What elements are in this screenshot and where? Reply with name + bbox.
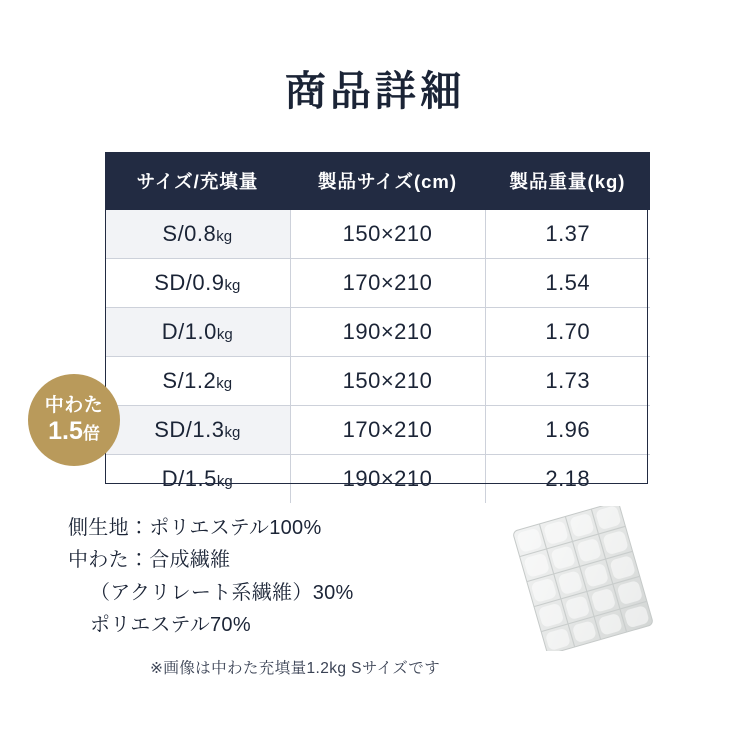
table-row [105, 210, 650, 259]
size-unit: kg [216, 228, 233, 245]
size-value: SD/1.3 [154, 417, 225, 442]
cell-weight: 1.54 [485, 259, 650, 308]
image-caption: ※画像は中わた充填量1.2kg Sサイズです [150, 660, 441, 677]
size-unit: kg [224, 424, 241, 441]
size-unit: kg [216, 326, 233, 343]
size-value: D/1.0 [161, 319, 217, 344]
cell-size [105, 210, 290, 259]
cell-size [105, 455, 290, 504]
table-row [105, 406, 650, 455]
status-badge [28, 374, 120, 466]
cell-weight: 1.37 [485, 210, 650, 259]
note-line-1: 側生地：ポリエステル100% [68, 517, 322, 539]
badge-label: 中わた [44, 394, 104, 416]
table-row [105, 308, 650, 357]
size-unit: kg [216, 473, 233, 490]
comforter-product-image [498, 506, 668, 651]
cell-weight: 1.70 [485, 308, 650, 357]
cell-size [105, 308, 290, 357]
column-header-weight: 製品重量(kg) [485, 152, 650, 210]
badge-value [48, 418, 100, 444]
spec-table [105, 152, 650, 503]
table-row [105, 455, 650, 504]
page-title: 商品詳細 [285, 68, 465, 114]
size-unit: kg [216, 375, 233, 392]
spec-table-body [105, 210, 650, 503]
size-value: SD/0.9 [154, 270, 225, 295]
badge-suffix: 倍 [82, 423, 100, 443]
cell-dimensions: 150×210 [290, 210, 485, 259]
column-header-size: サイズ/充填量 [105, 152, 290, 210]
spec-table-head [105, 152, 650, 210]
badge-number: 1.5 [48, 416, 83, 445]
cell-dimensions: 170×210 [290, 406, 485, 455]
cell-weight: 1.73 [485, 357, 650, 406]
cell-size [105, 259, 290, 308]
note-line-4: ポリエステル70% [90, 614, 251, 637]
cell-weight: 2.18 [485, 455, 650, 504]
table-row [105, 357, 650, 406]
size-value: S/1.2 [162, 368, 217, 393]
column-header-dimensions: 製品サイズ(cm) [290, 152, 485, 210]
cell-dimensions: 150×210 [290, 357, 485, 406]
cell-dimensions: 190×210 [290, 308, 485, 357]
table-row [105, 259, 650, 308]
cell-size [105, 357, 290, 406]
note-line-2: 中わた：合成繊維 [68, 549, 231, 572]
note-line-3: （アクリレート系繊維）30% [90, 581, 354, 604]
cell-size [105, 406, 290, 455]
size-value: D/1.5 [161, 466, 217, 491]
material-notes [68, 512, 354, 642]
cell-weight: 1.96 [485, 406, 650, 455]
spec-table-container [105, 152, 650, 503]
size-unit: kg [224, 277, 241, 294]
cell-dimensions: 190×210 [290, 455, 485, 504]
cell-dimensions: 170×210 [290, 259, 485, 308]
size-value: S/0.8 [162, 221, 217, 246]
table-header-row [105, 152, 650, 210]
